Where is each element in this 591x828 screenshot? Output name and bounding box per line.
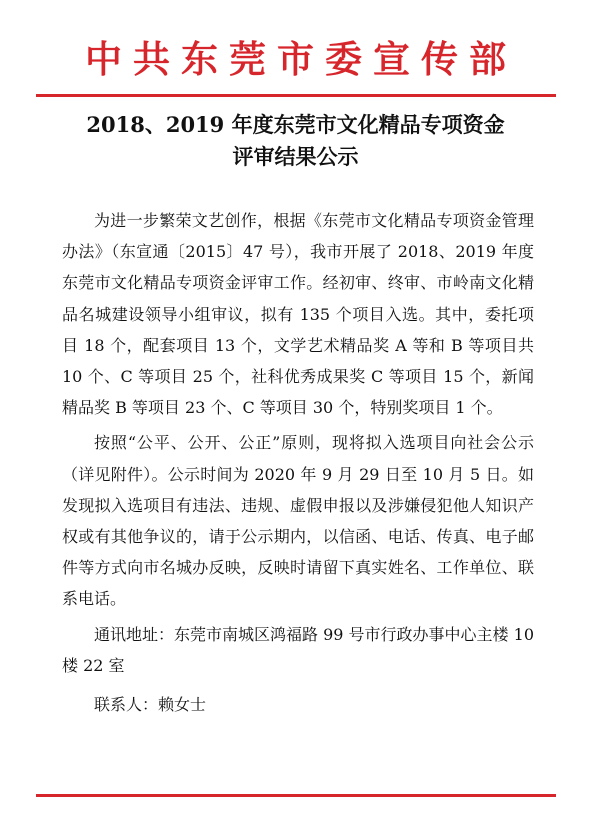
header-red-rule (36, 94, 556, 97)
contact-person: 联系人：赖女士 (94, 695, 207, 715)
document-title-line-1: 2018、2019 年度东莞市文化精品专项资金 (86, 112, 505, 137)
body-paragraph-publicity: 按照“公平、公开、公正”原则，现将拟入选项目向社会公示（详见附件）。公示时间为 2020 年 9 月 29 日至 10 月 5 日。如发现拟入选项目有违法、违规、虚假申报以及涉嫌侵犯他人知识产权或有其他争议的，请于公示期内，以信函、电话、传真、电子邮件等方式向市名城办反映，反映时请留下真实姓名、工作单位、联系电话。 (62, 433, 534, 609)
body-paragraph-overview: 为进一步繁荣文艺创作，根据《东莞市文化精品专项资金管理办法》（东宣通〔2015〕47 号），我市开展了 2018、2019 年度东莞市文化精品专项资金评审工作。经初审、终审、市岭南文化精品名城建设领导小组审议，拟有 135 个项目入选。其中，委托项目 18 个，配套项目 13 个，文学艺术精品奖 A 等和 B 等项目共 10 个、C 等项目 25 个，社科优秀成果奖 C 等项目 15 个，新闻精品奖 B 等项目 23 个、C 等项目 30 个，特别奖项目 1 个。 (62, 211, 534, 418)
mailing-address: 通讯地址：东莞市南城区鸿福路 99 号市行政办事中心主楼 10 楼 22 室 (62, 624, 534, 675)
footer-red-rule (36, 794, 556, 797)
issuing-organization-header: 中共东莞市委宣传部 (85, 38, 517, 81)
document-title-line-2: 评审结果公示 (232, 144, 359, 169)
document-body (62, 205, 534, 720)
